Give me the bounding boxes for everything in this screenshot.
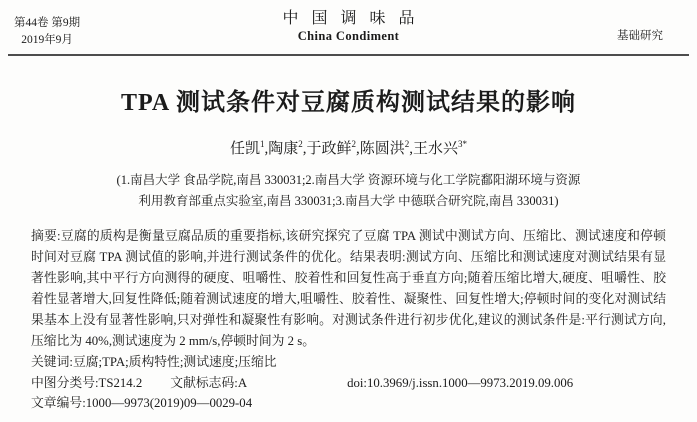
author [268, 141, 306, 157]
article-number-line [31, 393, 666, 413]
doi-label: doi: [347, 376, 367, 390]
author [306, 141, 359, 157]
doc-code-pair [170, 373, 247, 393]
author-affiliation-mark: 1 [259, 139, 265, 149]
article-title: TPA 测试条件对豆腐质构测试结果的影响 [121, 90, 576, 116]
author [360, 141, 413, 157]
article-number-value: 1000—9973(2019)09—0029-04 [85, 396, 253, 410]
doi-pair [347, 373, 573, 393]
author-affiliation-mark: 2 [404, 139, 410, 149]
doc-code-label: 文献标志码: [170, 376, 238, 390]
doc-code-value: A [237, 376, 248, 390]
clc-label: 中图分类号: [31, 376, 99, 390]
classification-line [31, 373, 666, 393]
doi-value: 10.3969/j.issn.1000—9973.2019.09.006 [367, 376, 574, 390]
author-name: 陈圆洪 [359, 141, 405, 157]
affiliation-line: (1.南昌大学 食品学院,南昌 330031;2.南昌大学 资源环境与化工学院鄱阳湖环境与资源 [116, 173, 581, 187]
clc-value: TS214.2 [98, 376, 143, 390]
journal-title-cn: 中国调味品 [282, 10, 428, 27]
journal-title-block [0, 5, 697, 44]
author-name: 陶康 [268, 141, 299, 157]
running-head [0, 0, 697, 56]
author-name: 任凯 [229, 141, 260, 157]
abstract-label: 摘要: [31, 229, 61, 243]
abstract [31, 226, 666, 352]
author-separator: , [264, 141, 269, 157]
column-label: 基础研究 [617, 30, 663, 42]
abstract-text: 豆腐的质构是衡量豆腐品质的重要指标,该研究探究了豆腐 TPA 测试中测试方向、压缩比、测试速度和停顿时间对豆腐 TPA 测试值的影响,并进行测试条件的优化。结果表明:测试方向、压缩比和测试速度对测试结果有显著性影响,其中平行方向测得的硬度、咀嚼性、胶着性和回复性高于垂直方向;随着压缩比增大,硬度、咀嚼性、胶着性显著增大,回复性降低;随着测试速度的增大,咀嚼性、胶着性、凝聚性、回复性增大;停顿时间的变化对测试结果基本上没有显著性影响,只对弹性和凝聚性有影响。对测试条件进行初步优化,建议的测试条件是:平行测试方向,压缩比为 40%,测试速度为 2 mm/s,停顿时间为 2 s。 [31, 229, 666, 348]
volume-issue: 第44卷 第9期 [14, 17, 81, 29]
issue-date: 2019年9月 [21, 34, 73, 46]
clc-pair [31, 373, 142, 393]
author [230, 141, 268, 157]
keywords-label: 关键词: [31, 355, 73, 369]
affiliation-line: 利用教育部重点实验室,南昌 330031;3.南昌大学 中德联合研究院,南昌 330031) [138, 194, 559, 208]
author-name: 于政鲜 [306, 141, 352, 157]
keywords-text: 豆腐;TPA;质构特性;测试速度;压缩比 [72, 355, 277, 369]
author-separator: , [302, 141, 307, 157]
header-rule [8, 54, 689, 56]
author-separator: , [409, 141, 414, 157]
keywords [31, 352, 666, 373]
journal-title-en: China Condiment [297, 29, 400, 43]
author-separator: , [356, 141, 360, 157]
article-number-label: 文章编号: [31, 396, 86, 410]
author-name: 王水兴 [413, 141, 459, 157]
author-affiliation-mark: 3* [458, 139, 468, 149]
author-line [0, 139, 697, 159]
author-affiliation-mark: 2 [298, 139, 303, 149]
author [413, 141, 467, 157]
author-affiliation-mark: 2 [351, 139, 356, 149]
affiliations [0, 170, 697, 212]
